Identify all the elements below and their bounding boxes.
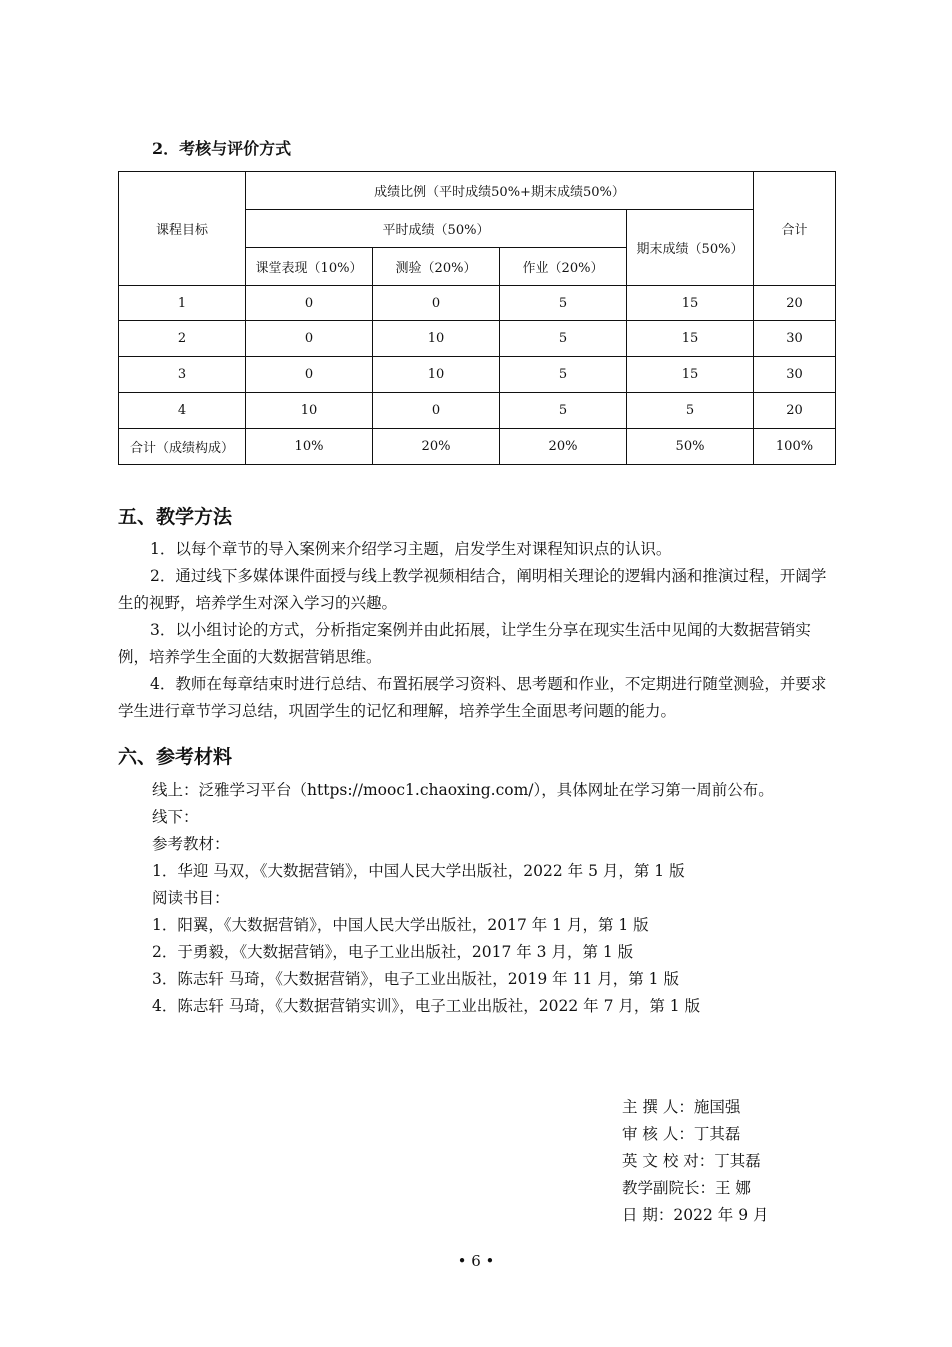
- signature-line: 主 撰 人：施国强: [622, 1098, 741, 1116]
- table-cell: 4: [119, 393, 246, 429]
- table-row: [119, 286, 836, 321]
- reference-line: 4．陈志轩 马琦，《大数据营销实训》，电子工业出版社，2022 年 7 月，第 1 版: [152, 997, 701, 1015]
- reference-line: 2．于勇毅，《大数据营销》，电子工业出版社，2017 年 3 月，第 1 版: [152, 943, 634, 961]
- table-cell: 30: [754, 357, 836, 393]
- table-cell: 1: [119, 286, 246, 321]
- reference-line: 阅读书目：: [152, 889, 230, 907]
- table-cell: 0: [373, 286, 500, 321]
- table-cell: 15: [627, 321, 754, 357]
- table-cell: 5: [627, 393, 754, 429]
- header-class-performance: 课堂表现（10%）: [246, 248, 373, 286]
- signature-line: 英 文 校 对：丁其磊: [622, 1152, 761, 1170]
- table-cell: 15: [627, 286, 754, 321]
- table-cell: 5: [500, 393, 627, 429]
- paragraph-text: 3．以小组讨论的方式，分析指定案例并由此拓展，让学生分享在现实生活中见闻的大数据营销实例，培养学生全面的大数据营销思维。: [118, 621, 811, 666]
- table-cell: 100%: [754, 429, 836, 465]
- table-cell: 5: [500, 321, 627, 357]
- assessment-heading: 2．考核与评价方式: [152, 139, 292, 158]
- table-cell: 30: [754, 321, 836, 357]
- table-cell: 10: [373, 357, 500, 393]
- signature-line: 教学副院长：王 娜: [622, 1179, 751, 1197]
- paragraph-text: 2．通过线下多媒体课件面授与线上教学视频相结合，阐明相关理论的逻辑内涵和推演过程，开阔学生的视野，培养学生对深入学习的兴趣。: [118, 567, 827, 612]
- table-cell: 10: [373, 321, 500, 357]
- signature-line: 日 期：2022 年 9 月: [622, 1206, 769, 1224]
- paragraph-text: 1．以每个章节的导入案例来介绍学习主题，启发学生对课程知识点的认识。: [150, 540, 672, 558]
- table-cell: 0: [246, 286, 373, 321]
- paragraph: [118, 671, 836, 725]
- table-cell: 合计（成绩构成）: [119, 429, 246, 465]
- section-heading-teaching-methods: 五、教学方法: [118, 506, 233, 528]
- table-cell: 15: [627, 357, 754, 393]
- table-row-total: [119, 429, 836, 465]
- table-cell: 20: [754, 286, 836, 321]
- header-homework: 作业（20%）: [500, 248, 627, 286]
- header-quiz: 测验（20%）: [373, 248, 500, 286]
- reference-line: 参考教材：: [152, 835, 230, 853]
- table-cell: 0: [246, 321, 373, 357]
- paragraph-text: 4．教师在每章结束时进行总结、布置拓展学习资料、思考题和作业，不定期进行随堂测验，并要求学生进行章节学习总结，巩固学生的记忆和理解，培养学生全面思考问题的能力。: [118, 675, 827, 720]
- table-row: [119, 393, 836, 429]
- table-cell: 5: [500, 286, 627, 321]
- table-cell: 5: [500, 357, 627, 393]
- reference-line: 线下：: [152, 808, 199, 826]
- reference-line: 线上：泛雅学习平台（https://mooc1.chaoxing.com/），具体网址在学习第一周前公布。: [152, 781, 774, 799]
- table-cell: 20%: [500, 429, 627, 465]
- header-regular-score: 平时成绩（50%）: [246, 210, 627, 248]
- table-cell: 50%: [627, 429, 754, 465]
- header-course-target: 课程目标: [119, 172, 246, 286]
- header-score-ratio: 成绩比例（平时成绩50%+期末成绩50%）: [246, 172, 754, 210]
- table-row: [119, 357, 836, 393]
- table-cell: 20: [754, 393, 836, 429]
- table-cell: 0: [246, 357, 373, 393]
- page-number: • 6 •: [457, 1252, 495, 1270]
- table-row: [119, 321, 836, 357]
- table-cell: 20%: [373, 429, 500, 465]
- section-heading-references: 六、参考材料: [118, 746, 233, 768]
- header-total: 合计: [754, 172, 836, 286]
- reference-line: 1．阳翼，《大数据营销》，中国人民大学出版社，2017 年 1 月，第 1 版: [152, 916, 649, 934]
- table-cell: 2: [119, 321, 246, 357]
- table-cell: 3: [119, 357, 246, 393]
- table-cell: 0: [373, 393, 500, 429]
- signature-line: 审 核 人：丁其磊: [622, 1125, 741, 1143]
- reference-line: 3．陈志轩 马琦，《大数据营销》，电子工业出版社，2019 年 11 月，第 1 版: [152, 970, 679, 988]
- paragraph: [118, 617, 836, 671]
- table-cell: 10: [246, 393, 373, 429]
- header-final-score: 期末成绩（50%）: [627, 210, 754, 286]
- reference-line: 1．华迎 马双，《大数据营销》，中国人民大学出版社，2022 年 5 月，第 1 版: [152, 862, 685, 880]
- table-cell: 10%: [246, 429, 373, 465]
- assessment-table: [118, 171, 836, 465]
- paragraph: [118, 536, 836, 563]
- paragraph: [118, 563, 836, 617]
